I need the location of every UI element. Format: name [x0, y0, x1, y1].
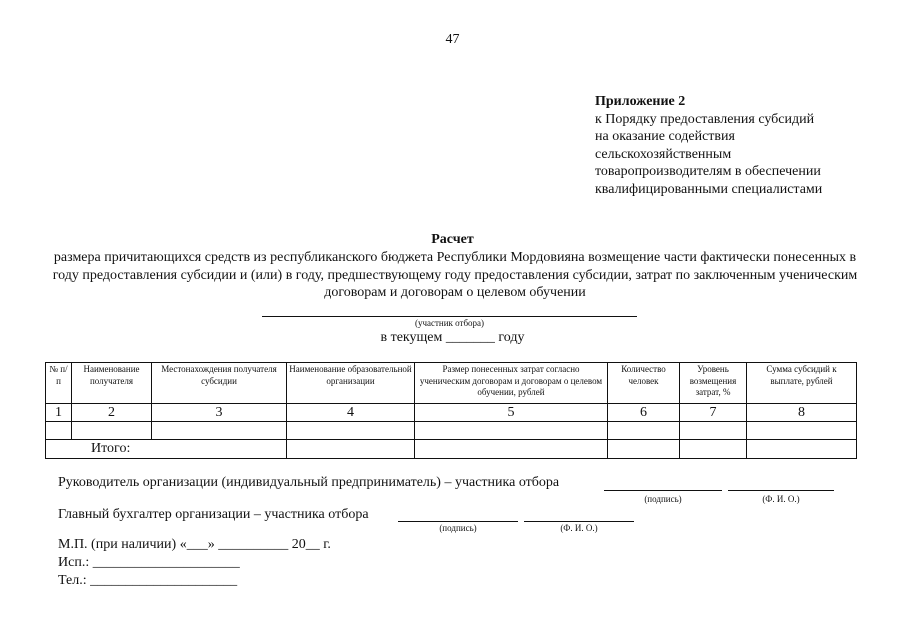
- header-cell: Наименование образовательной организации: [287, 363, 415, 404]
- head-sign-line: [604, 490, 722, 491]
- table-cell: [680, 440, 747, 459]
- table-cell: [747, 422, 857, 440]
- column-number: 1: [46, 404, 72, 422]
- head-name-line: [728, 490, 834, 491]
- current-year-line: в текущем _______ году: [380, 330, 525, 345]
- table-cell: [680, 422, 747, 440]
- column-number: 8: [747, 404, 857, 422]
- accountant-sign-caption: (подпись): [439, 523, 477, 533]
- stamp-line: М.П. (при наличии) «___» __________ 20__ г.: [58, 537, 331, 552]
- header-cell: Количество человек: [608, 363, 680, 404]
- accountant-name-line: [524, 521, 634, 522]
- header-cell: Наименование получателя: [72, 363, 152, 404]
- total-label: Итого:: [46, 440, 287, 459]
- column-number: 2: [72, 404, 152, 422]
- table-header-row: [46, 363, 857, 404]
- table-cell: [608, 422, 680, 440]
- appendix-line: сельскохозяйственным: [595, 146, 732, 162]
- head-name-caption: (Ф. И. О.): [762, 494, 800, 504]
- header-cell: Размер понесенных затрат согласно ученическим договорам и договорам о целевом обучении, рублей: [415, 363, 608, 404]
- column-number: 5: [415, 404, 608, 422]
- header-cell: Сумма субсидий к выплате, рублей: [747, 363, 857, 404]
- appendix-line: на оказание содействия: [595, 129, 735, 145]
- header-cell: Местонахождения получателя субсидии: [152, 363, 287, 404]
- appendix-line: квалифицированными специалистами: [595, 181, 823, 197]
- header-cell: № п/п: [46, 363, 72, 404]
- appendix-block: [595, 93, 822, 199]
- table-cell: [415, 422, 608, 440]
- table-cell: [608, 440, 680, 459]
- accountant-label: Главный бухгалтер организации – участника отбора: [58, 507, 369, 522]
- calculation-table: [45, 362, 857, 459]
- table-cell: [72, 422, 152, 440]
- accountant-name-caption: (Ф. И. О.): [560, 523, 598, 533]
- participant-line: [262, 316, 637, 317]
- table-cell: [287, 440, 415, 459]
- appendix-line: товаропроизводителям в обеспечении: [595, 164, 821, 180]
- column-number-row: [46, 404, 857, 422]
- header-cell: Уровень возмещения затрат, %: [680, 363, 747, 404]
- accountant-sign-line: [398, 521, 518, 522]
- document-subtitle: размера причитающихся средств из республиканского бюджета Республики Мордовияна возмещение части фактически понесенных в году предоставления субсидии и (или) в году, предшествующему году предоставления субсидии, затрат по заключенным ученическим договорам и договорам о целевом обучении: [52, 250, 858, 300]
- table-cell: [287, 422, 415, 440]
- column-number: 3: [152, 404, 287, 422]
- head-sign-caption: (подпись): [644, 494, 682, 504]
- participant-caption: (участник отбора): [414, 318, 485, 328]
- appendix-title: Приложение 2: [595, 94, 686, 109]
- appendix-line: к Порядку предоставления субсидий: [595, 111, 815, 127]
- column-number: 6: [608, 404, 680, 422]
- column-number: 4: [287, 404, 415, 422]
- table-cell: [747, 440, 857, 459]
- page-number: 47: [445, 32, 460, 47]
- table-cell: [46, 422, 72, 440]
- table-cell: [152, 422, 287, 440]
- total-row: [46, 440, 857, 459]
- table-row: [46, 422, 857, 440]
- phone-line: Тел.: _____________________: [58, 573, 238, 588]
- head-label: Руководитель организации (индивидуальный предприниматель) – участника отбора: [58, 475, 560, 490]
- column-number: 7: [680, 404, 747, 422]
- table-cell: [415, 440, 608, 459]
- document-title: Расчет: [431, 232, 474, 247]
- executor-line: Исп.: _____________________: [58, 555, 240, 570]
